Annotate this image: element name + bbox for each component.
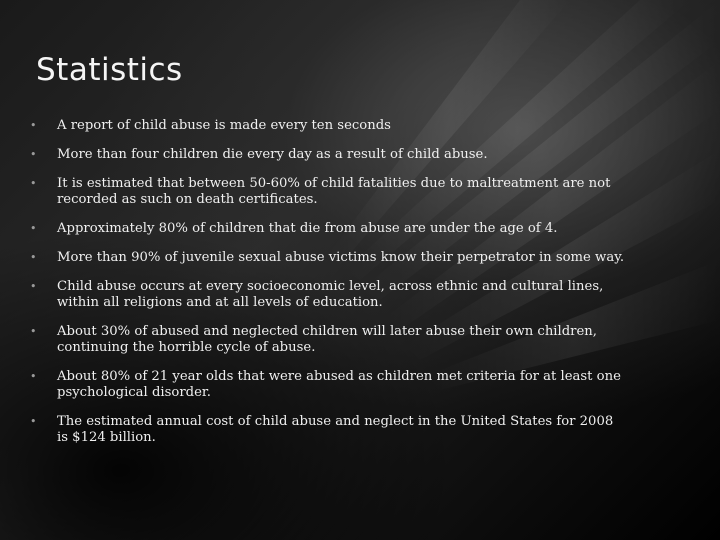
list-item-text: Approximately 80% of children that die from abuse are under the age of 4. bbox=[57, 221, 558, 236]
bullet-icon: • bbox=[30, 415, 37, 428]
bullet-icon: • bbox=[30, 251, 37, 264]
bullet-icon: • bbox=[30, 177, 37, 190]
bullet-list bbox=[28, 118, 628, 459]
bullet-icon: • bbox=[30, 148, 37, 161]
list-item-text: More than 90% of juvenile sexual abuse victims know their perpetrator in some way. bbox=[57, 250, 625, 265]
list-item bbox=[28, 324, 628, 356]
list-item-text: More than four children die every day as a result of child abuse. bbox=[57, 147, 488, 162]
bullet-icon: • bbox=[30, 119, 37, 132]
list-item bbox=[28, 176, 628, 208]
page-title: Statistics bbox=[36, 52, 183, 88]
bullet-icon: • bbox=[30, 222, 37, 235]
list-item bbox=[28, 221, 628, 237]
list-item bbox=[28, 147, 628, 163]
list-item-text: About 80% of 21 year olds that were abused as children met criteria for at least one psychological disorder. bbox=[57, 369, 621, 400]
list-item-text: A report of child abuse is made every ten seconds bbox=[57, 118, 391, 133]
list-item bbox=[28, 279, 628, 311]
bullet-icon: • bbox=[30, 325, 37, 338]
list-item-text: The estimated annual cost of child abuse and neglect in the United States for 2008 is $124 billion. bbox=[57, 414, 614, 445]
list-item bbox=[28, 118, 628, 134]
list-item bbox=[28, 414, 628, 446]
bullet-icon: • bbox=[30, 280, 37, 293]
list-item-text: It is estimated that between 50-60% of child fatalities due to maltreatment are not recorded as such on death certificates. bbox=[57, 176, 611, 207]
list-item-text: About 30% of abused and neglected children will later abuse their own children, continuing the horrible cycle of abuse. bbox=[57, 324, 597, 355]
list-item bbox=[28, 250, 628, 266]
list-item-text: Child abuse occurs at every socioeconomic level, across ethnic and cultural lines, within all religions and at all levels of education. bbox=[57, 279, 604, 310]
list-item bbox=[28, 369, 628, 401]
bullet-icon: • bbox=[30, 370, 37, 383]
